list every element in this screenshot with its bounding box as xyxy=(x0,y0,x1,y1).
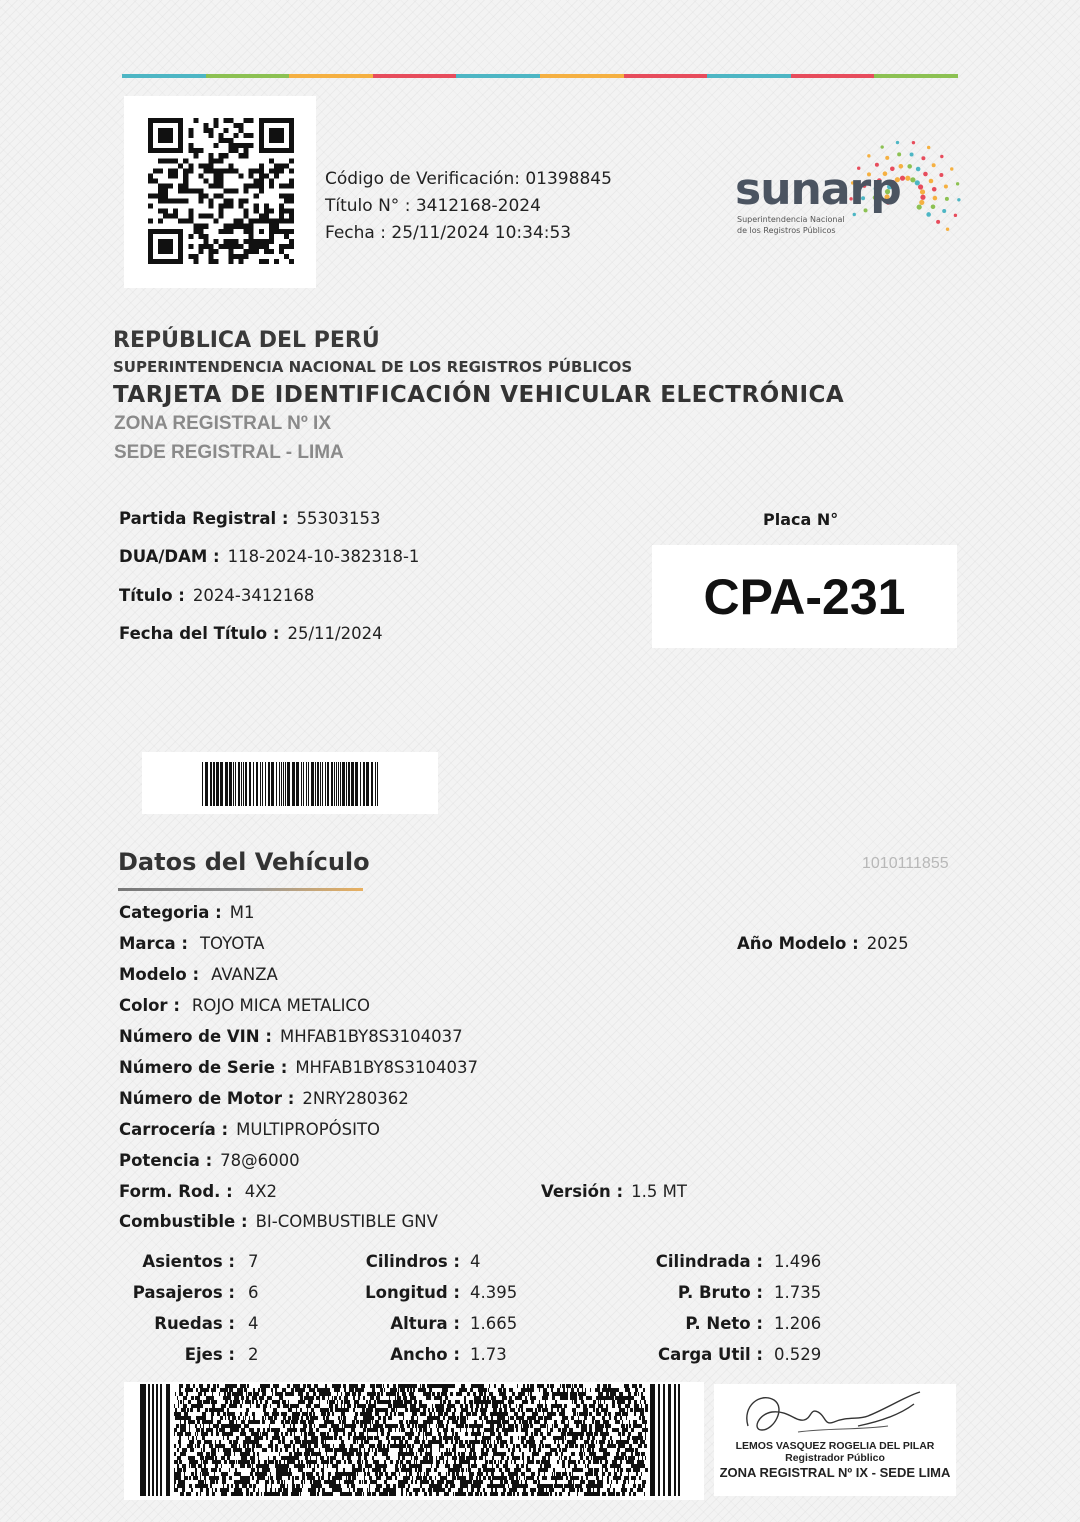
field-value: AVANZA xyxy=(211,965,278,984)
barcode-icon xyxy=(202,762,380,806)
heading-superintendencia: SUPERINTENDENCIA NACIONAL DE LOS REGISTROS PÚBLICOS xyxy=(113,358,633,376)
spec-value: 0.529 xyxy=(774,1345,822,1364)
spec-value: 1.735 xyxy=(774,1283,822,1302)
field-label: Número de VIN : xyxy=(119,1027,272,1046)
header-color-stripe xyxy=(122,74,958,78)
signer-role: Registrador Público xyxy=(785,1452,885,1464)
heading-sede: SEDE REGISTRAL - LIMA xyxy=(114,442,344,463)
spec-label: Ejes : xyxy=(184,1345,235,1364)
field-value: BI-COMBUSTIBLE GNV xyxy=(255,1212,438,1231)
spec-label: P. Neto : xyxy=(685,1314,763,1333)
logo-wordmark: sunarp xyxy=(735,164,901,215)
field-label: Color : xyxy=(119,996,180,1015)
spec-label: Pasajeros : xyxy=(132,1283,235,1302)
section-underline xyxy=(118,888,363,891)
stripe-segment xyxy=(373,74,457,78)
field-label: Carrocería : xyxy=(119,1120,229,1139)
serial-number: 1010111855 xyxy=(862,855,949,872)
spec-value: 2 xyxy=(248,1345,259,1364)
spec-value: 1.73 xyxy=(470,1345,507,1364)
field-value: 2024-3412168 xyxy=(192,586,315,605)
field-value: 55303153 xyxy=(296,509,381,528)
field-value: 25/11/2024 xyxy=(287,624,383,643)
qr-code-icon xyxy=(148,118,294,264)
stripe-segment xyxy=(791,74,875,78)
field-combustible xyxy=(119,1212,438,1231)
field-value: MHFAB1BY8S3104037 xyxy=(279,1027,463,1046)
field-form-rod xyxy=(119,1182,277,1201)
verification-info xyxy=(325,166,612,247)
spec-label: Ruedas : xyxy=(154,1314,235,1333)
field-partida xyxy=(119,509,380,528)
field-value: MHFAB1BY8S3104037 xyxy=(295,1058,478,1077)
spec-value: 4.395 xyxy=(470,1283,518,1302)
field-color xyxy=(119,996,370,1015)
spec-value: 1.496 xyxy=(774,1252,822,1271)
field-version xyxy=(541,1182,687,1201)
signer-name: LEMOS VASQUEZ ROGELIA DEL PILAR xyxy=(735,1440,935,1452)
spec-label: Cilindrada : xyxy=(655,1252,763,1271)
logo-subtitle xyxy=(737,214,845,236)
stripe-segment xyxy=(122,74,206,78)
field-serie xyxy=(119,1058,478,1077)
field-label: Título : xyxy=(119,586,185,605)
logo-subtitle-line1: Superintendencia Nacional xyxy=(737,215,845,224)
field-label: Número de Motor : xyxy=(119,1089,295,1108)
signature-block xyxy=(714,1384,956,1496)
field-motor xyxy=(119,1089,409,1108)
field-label: Marca : xyxy=(119,934,188,953)
field-fecha-titulo xyxy=(119,624,383,643)
verification-title: Título N° : 3412168-2024 xyxy=(325,196,541,216)
field-titulo xyxy=(119,586,314,605)
plate-label: Placa N° xyxy=(763,510,839,529)
stripe-segment xyxy=(456,74,540,78)
field-anio-modelo xyxy=(737,934,909,953)
field-value: 1.5 MT xyxy=(631,1182,687,1201)
barcode-pdf417 xyxy=(124,1382,704,1500)
barcode-small xyxy=(142,752,438,814)
field-potencia xyxy=(119,1151,300,1170)
spec-label: Longitud : xyxy=(365,1283,460,1302)
field-label: Fecha del Título : xyxy=(119,624,280,643)
field-dua xyxy=(119,547,419,566)
sunarp-logo xyxy=(735,118,975,253)
field-label: Número de Serie : xyxy=(119,1058,288,1077)
field-carroceria xyxy=(119,1120,380,1139)
spec-label: Asientos : xyxy=(142,1252,235,1271)
spec-value: 6 xyxy=(248,1283,259,1302)
stripe-segment xyxy=(874,74,958,78)
field-marca xyxy=(119,934,264,953)
stripe-segment xyxy=(540,74,624,78)
verification-code: Código de Verificación: 01398845 xyxy=(325,169,612,189)
field-value: 78@6000 xyxy=(220,1151,300,1170)
heading-republica: REPÚBLICA DEL PERÚ xyxy=(113,328,380,353)
field-label: Form. Rod. : xyxy=(119,1182,233,1201)
stripe-segment xyxy=(206,74,290,78)
qr-code xyxy=(124,96,316,288)
signer-office: ZONA REGISTRAL Nº IX - SEDE LIMA xyxy=(719,1465,951,1480)
field-label: DUA/DAM : xyxy=(119,547,220,566)
field-categoria xyxy=(119,903,254,922)
field-value: 2025 xyxy=(866,934,909,953)
field-value: MULTIPROPÓSITO xyxy=(236,1120,381,1139)
plate-number: CPA-231 xyxy=(703,568,906,625)
document-title: TARJETA DE IDENTIFICACIÓN VEHICULAR ELECTRÓNICA xyxy=(113,382,845,408)
field-label: Potencia : xyxy=(119,1151,213,1170)
field-label: Modelo : xyxy=(119,965,200,984)
heading-zona: ZONA REGISTRAL Nº IX xyxy=(114,413,332,434)
field-label: Versión : xyxy=(541,1182,624,1201)
field-vin xyxy=(119,1027,463,1046)
field-value: 118-2024-10-382318-1 xyxy=(227,547,420,566)
plate-box xyxy=(652,545,957,648)
spec-value: 1.665 xyxy=(470,1314,518,1333)
field-label: Partida Registral : xyxy=(119,509,289,528)
spec-label: Carga Util : xyxy=(657,1345,763,1364)
pdf417-barcode-icon xyxy=(140,1384,680,1496)
field-value: 2NRY280362 xyxy=(302,1089,409,1108)
verification-date: Fecha : 25/11/2024 10:34:53 xyxy=(325,223,572,243)
field-value: M1 xyxy=(229,903,255,922)
stripe-segment xyxy=(289,74,373,78)
spec-value: 1.206 xyxy=(774,1314,822,1333)
spec-label: Cilindros : xyxy=(365,1252,460,1271)
handwritten-signature-icon xyxy=(738,1386,938,1442)
spec-value: 7 xyxy=(248,1252,259,1271)
stripe-segment xyxy=(707,74,791,78)
field-value: 4X2 xyxy=(244,1182,278,1201)
logo-subtitle-line2: de los Registros Públicos xyxy=(737,226,836,235)
stripe-segment xyxy=(624,74,708,78)
field-value: TOYOTA xyxy=(199,934,265,953)
field-value: ROJO MICA METALICO xyxy=(191,996,370,1015)
spec-value: 4 xyxy=(470,1252,481,1271)
field-modelo xyxy=(119,965,278,984)
spec-label: P. Bruto : xyxy=(677,1283,763,1302)
spec-label: Altura : xyxy=(390,1314,460,1333)
spec-value: 4 xyxy=(248,1314,259,1333)
field-label: Combustible : xyxy=(119,1212,248,1231)
field-label: Categoria : xyxy=(119,903,222,922)
spec-label: Ancho : xyxy=(390,1345,460,1364)
section-title-datos: Datos del Vehículo xyxy=(118,848,370,876)
field-label: Año Modelo : xyxy=(737,934,859,953)
